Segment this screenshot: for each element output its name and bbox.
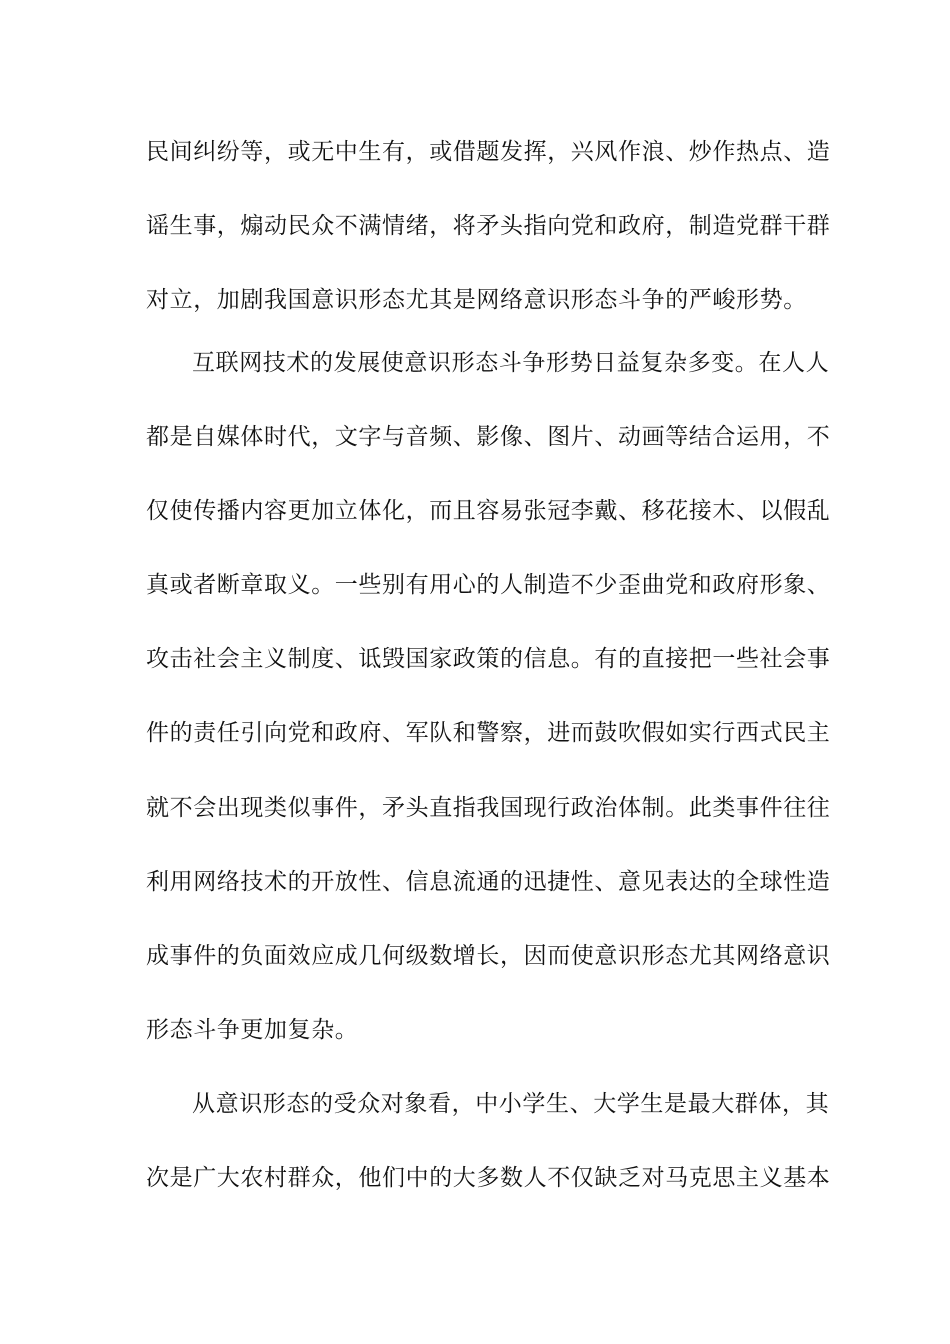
text-line: 民间纠纷等，或无中生有，或借题发挥，兴风作浪、炒作热点、造 xyxy=(146,139,831,165)
text-line: 成事件的负面效应成几何级数增长，因而使意识形态尤其网络意识 xyxy=(146,943,831,969)
text-line: 真或者断章取义。一些别有用心的人制造不少歪曲党和政府形象、 xyxy=(146,572,831,598)
text-line: 次是广大农村群众，他们中的大多数人不仅缺乏对马克思主义基本 xyxy=(146,1165,831,1191)
text-line: 件的责任引向党和政府、军队和警察，进而鼓吹假如实行西式民主 xyxy=(146,720,831,746)
text-line: 攻击社会主义制度、诋毁国家政策的信息。有的直接把一些社会事 xyxy=(146,646,831,672)
text-line: 就不会出现类似事件，矛头直指我国现行政治体制。此类事件往往 xyxy=(146,795,831,821)
paragraph-first-line: 从意识形态的受众对象看，中小学生、大学生是最大群体，其 xyxy=(192,1091,830,1117)
text-line: 形态斗争更加复杂。 xyxy=(146,1017,359,1043)
text-line: 利用网络技术的开放性、信息流通的迅捷性、意见表达的全球性造 xyxy=(146,869,831,895)
paragraph-first-line: 互联网技术的发展使意识形态斗争形势日益复杂多变。在人人 xyxy=(192,350,830,376)
text-line: 谣生事，煽动民众不满情绪，将矛头指向党和政府，制造党群干群 xyxy=(146,213,831,239)
text-line: 都是自媒体时代，文字与音频、影像、图片、动画等结合运用，不 xyxy=(146,424,831,450)
text-line: 仅使传播内容更加立体化，而且容易张冠李戴、移花接木、以假乱 xyxy=(146,498,831,524)
text-line: 对立，加剧我国意识形态尤其是网络意识形态斗争的严峻形势。 xyxy=(146,287,807,313)
